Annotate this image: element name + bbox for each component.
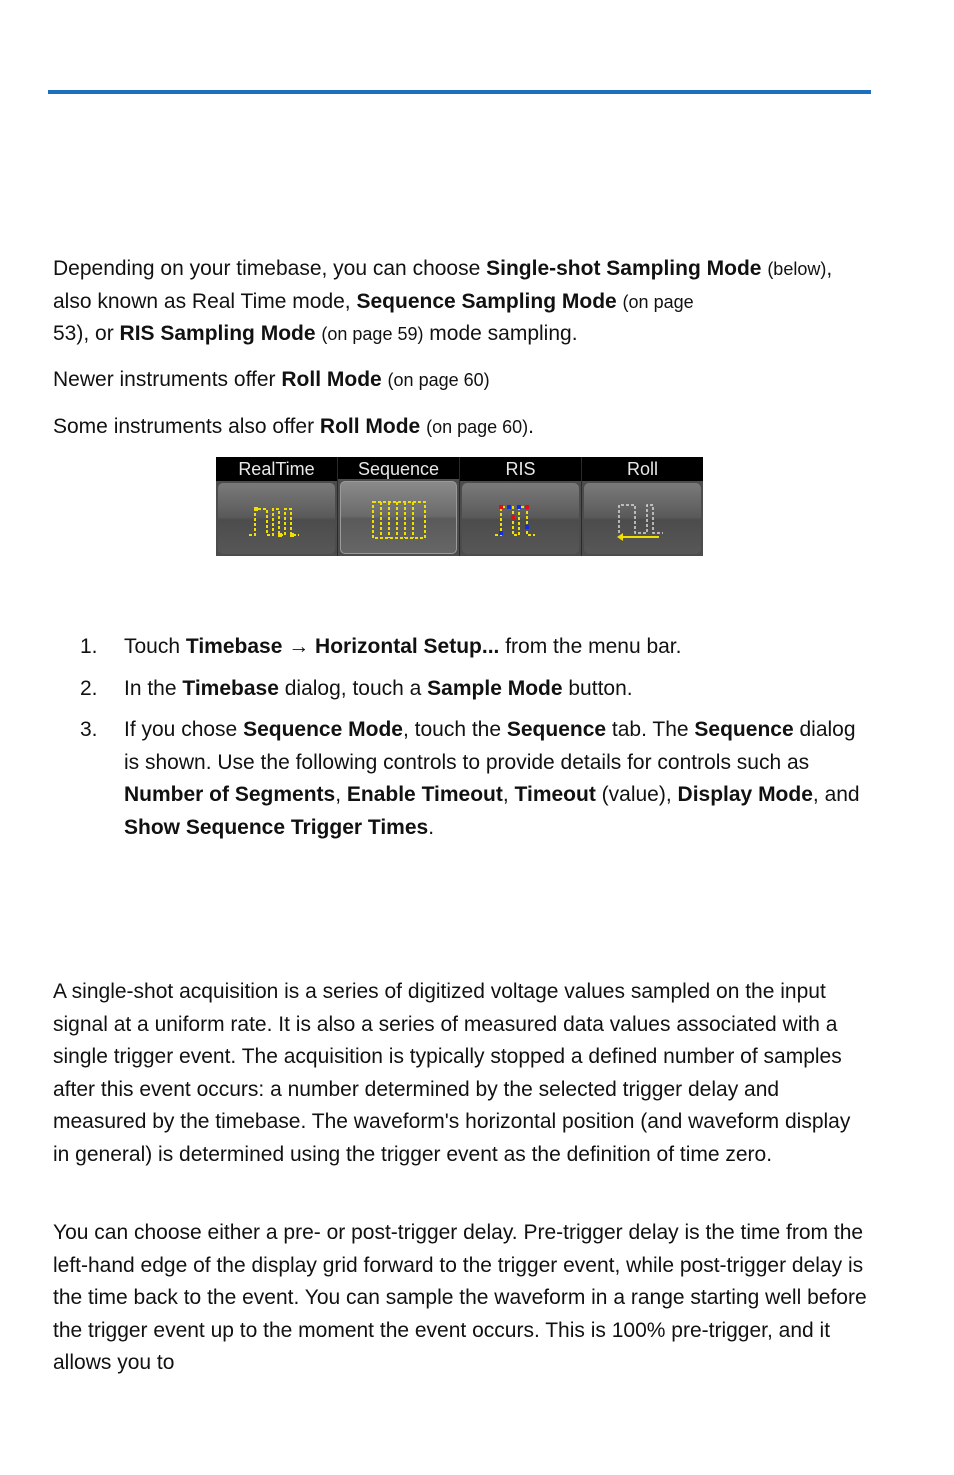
intro-paragraph-2: Newer instruments offer Roll Mode (on page 60) bbox=[53, 368, 490, 391]
ris-waveform-icon bbox=[489, 495, 553, 543]
list-item: 3. If you chose Sequence Mode, touch the Sequence tab. The Sequence dialog is shown. Use the following controls to provide details for controls such as Number of Segments, Enable Timeout, Timeout (value), Display Mode, and Show Sequence Trigger Times. bbox=[80, 718, 860, 839]
body-paragraph-1: A single-shot acquisition is a series of digitized voltage values sampled on the input signal at a uniform rate. It is also a series of measured data values associated with a single trigger event. The acquisition is typically stopped a defined number of samples after this event occurs: a number determined by the selected trigger delay and measured by the timebase. The waveform's horizontal position (and waveform display in general) is determined using the trigger event as the definition of time zero. bbox=[53, 980, 851, 1166]
setup-steps bbox=[53, 631, 868, 853]
realtime-waveform-icon bbox=[245, 495, 309, 543]
list-item: 1. Touch Timebase → Horizontal Setup... from the menu bar. bbox=[80, 635, 682, 658]
sequence-waveform-icon bbox=[367, 494, 431, 542]
header-rule bbox=[48, 90, 871, 94]
intro-paragraph-3: Some instruments also offer Roll Mode (on page 60). bbox=[53, 415, 534, 438]
intro-paragraph-1: Depending on your timebase, you can choose Single-shot Sampling Mode (below), also known as Real Time mode, Sequence Sampling Mode (on page 53), or RIS Sampling Mode (on page 59) mode sampling. bbox=[53, 257, 833, 345]
link-single-shot[interactable]: Single-shot Sampling Mode bbox=[486, 257, 762, 280]
roll-mode-button[interactable] bbox=[582, 457, 703, 556]
link-roll-mode-2[interactable]: Roll Mode bbox=[319, 415, 421, 438]
roll-label: Roll bbox=[582, 457, 703, 481]
roll-waveform-icon bbox=[611, 495, 675, 543]
sequence-mode-button[interactable] bbox=[338, 457, 460, 556]
sample-mode-buttons bbox=[216, 457, 703, 556]
ris-mode-button[interactable] bbox=[460, 457, 582, 556]
list-item: 2. In the Timebase dialog, touch a Sample Mode button. bbox=[80, 676, 633, 700]
realtime-mode-button[interactable] bbox=[216, 457, 338, 556]
ris-label: RIS bbox=[460, 457, 581, 481]
body-paragraph-2: You can choose either a pre- or post-trigger delay. Pre-trigger delay is the time from the left-hand edge of the display grid forward to the trigger event, while post-trigger delay is the time back to the event. You can sample the waveform in a range starting well before the trigger event up to the moment the event occurs. This is 100% pre-trigger, and it allows you to bbox=[53, 1221, 867, 1374]
link-ris[interactable]: RIS Sampling Mode bbox=[119, 322, 316, 345]
link-sequence[interactable]: Sequence Sampling Mode bbox=[356, 289, 617, 313]
link-roll-mode[interactable]: Roll Mode bbox=[281, 368, 382, 391]
realtime-label: RealTime bbox=[216, 457, 337, 481]
sequence-label: Sequence bbox=[338, 457, 459, 479]
